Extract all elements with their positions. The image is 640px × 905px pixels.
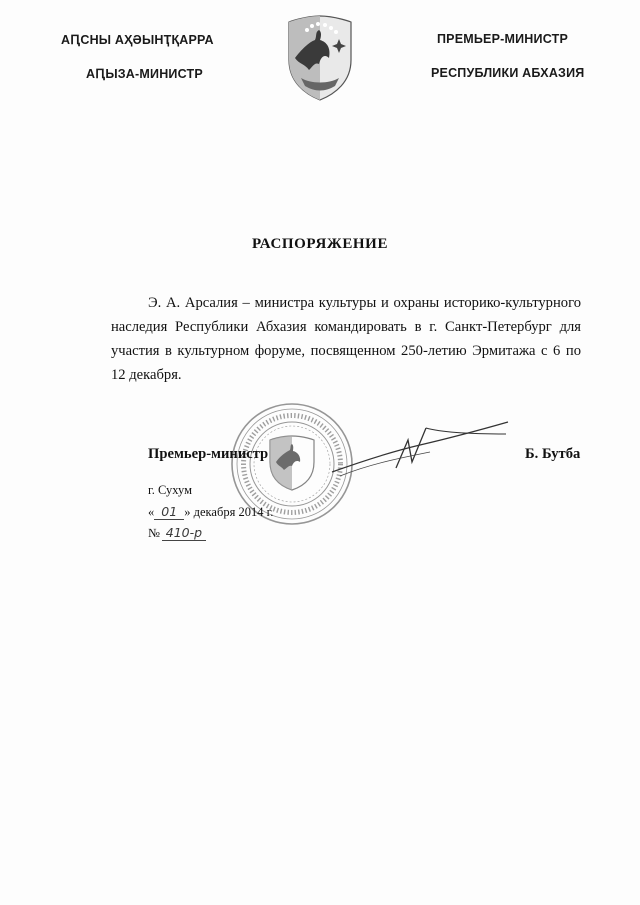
number-value-handwritten: 410-р bbox=[162, 526, 206, 541]
signatory-name: Б. Бутба bbox=[525, 446, 581, 462]
number-prefix: № bbox=[148, 526, 160, 540]
header-left-line2: АԤЫЗА-МИНИСТР bbox=[86, 67, 203, 81]
document-number bbox=[148, 526, 206, 541]
city: г. Сухум bbox=[148, 483, 193, 497]
handwritten-signature-icon bbox=[330, 400, 510, 480]
document-title: РАСПОРЯЖЕНИЕ bbox=[251, 236, 389, 252]
header-right-line1: ПРЕМЬЕР-МИНИСТР bbox=[437, 32, 568, 46]
document-body bbox=[111, 291, 581, 387]
body-paragraph: Э. А. Арсалия – министра культуры и охраны историко-культурного наследия Республики Абхазия командировать в г. Санкт-Петербург для участия в культурном форуме, посвященном 250-летию Эрмитажа с 6 по 12 декабря. bbox=[111, 295, 581, 383]
date-day-handwritten: 01 bbox=[154, 505, 184, 520]
date-open-quote: « bbox=[148, 505, 155, 519]
date-rest: » декабря 2014 г. bbox=[184, 505, 274, 519]
abkhazia-coat-of-arms-icon bbox=[285, 14, 355, 102]
header-right-line2: РЕСПУБЛИКИ АБХАЗИЯ bbox=[431, 66, 585, 80]
document-date bbox=[148, 505, 273, 520]
signatory-position: Премьер-министр bbox=[148, 446, 269, 462]
header-left-line1: АԤСНЫ АҲӘЫНҬҚАРРА bbox=[61, 33, 214, 47]
